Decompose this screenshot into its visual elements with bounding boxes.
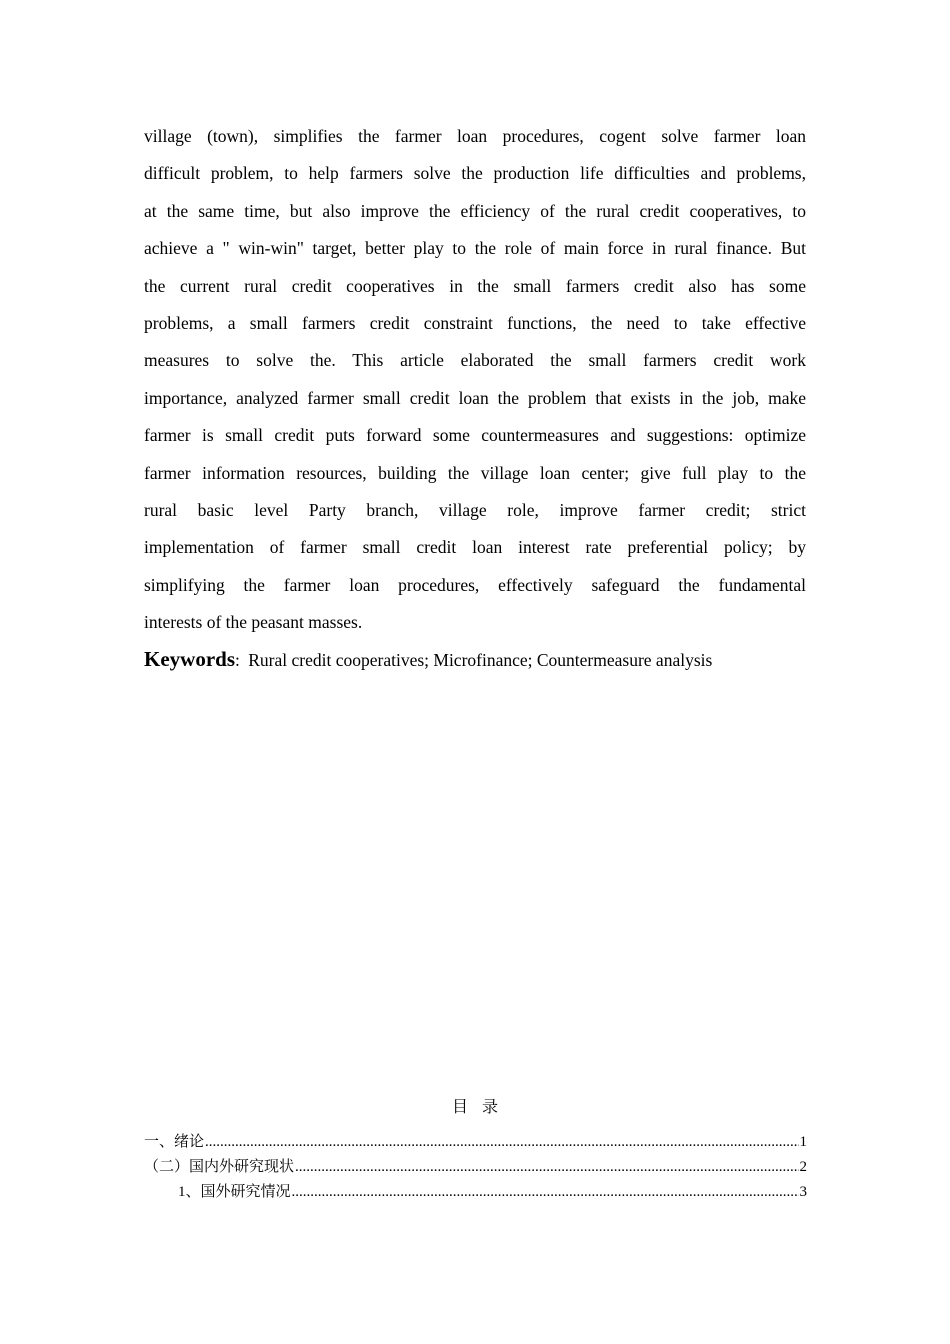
toc-title: 目录 bbox=[451, 1099, 512, 1116]
abstract-line: farmer is small credit puts forward some countermeasures and suggestions: optimize bbox=[144, 425, 806, 446]
toc-leader-dots bbox=[295, 1156, 798, 1178]
toc-entry-text: （二）国内外研究现状 bbox=[144, 1159, 295, 1175]
toc-leader-dots bbox=[292, 1181, 799, 1203]
abstract-body bbox=[144, 118, 806, 641]
abstract-line: interests of the peasant masses. bbox=[144, 612, 363, 633]
abstract-line: measures to solve the. This article elaborated the small farmers credit work bbox=[144, 350, 806, 371]
keywords-line bbox=[144, 643, 844, 675]
abstract-line: implementation of farmer small credit loan interest rate preferential policy; by bbox=[144, 537, 806, 558]
toc-entry-page: 3 bbox=[799, 1184, 807, 1200]
abstract-line: problems, a small farmers credit constraint functions, the need to take effective bbox=[144, 312, 806, 333]
abstract-line: achieve a " win-win" target, better play to the role of main force in rural finance. But bbox=[144, 238, 806, 259]
abstract-line: difficult problem, to help farmers solve the production life difficulties and problems, bbox=[144, 163, 806, 184]
keywords-text: Rural credit cooperatives; Microfinance; Countermeasure analysis bbox=[248, 650, 713, 670]
toc-entry-page: 1 bbox=[799, 1134, 807, 1150]
abstract-line: the current rural credit cooperatives in the small farmers credit also has some bbox=[144, 275, 806, 296]
abstract-line: farmer information resources, building the village loan center; give full play to the bbox=[144, 462, 806, 483]
toc-entry[interactable] bbox=[178, 1181, 807, 1203]
toc-entry-text: 1、国外研究情况 bbox=[178, 1184, 291, 1200]
toc-entry[interactable] bbox=[144, 1131, 807, 1153]
toc-entry[interactable] bbox=[144, 1156, 807, 1178]
toc-leader-dots bbox=[205, 1131, 798, 1153]
toc-entry-page: 2 bbox=[799, 1159, 807, 1175]
abstract-line: village (town), simplifies the farmer loan procedures, cogent solve farmer loan bbox=[144, 126, 806, 146]
toc-entry-text: 一、绪论 bbox=[144, 1134, 205, 1150]
abstract-line: simplifying the farmer loan procedures, effectively safeguard the fundamental bbox=[144, 574, 806, 595]
keywords-label: Keywords bbox=[144, 647, 235, 671]
abstract-line: rural basic level Party branch, village role, improve farmer credit; strict bbox=[144, 499, 806, 520]
abstract-line: at the same time, but also improve the efficiency of the rural credit cooperatives, to bbox=[144, 200, 806, 221]
abstract-line: importance, analyzed farmer small credit loan the problem that exists in the job, make bbox=[144, 387, 806, 408]
keywords-separator: : bbox=[235, 650, 240, 670]
